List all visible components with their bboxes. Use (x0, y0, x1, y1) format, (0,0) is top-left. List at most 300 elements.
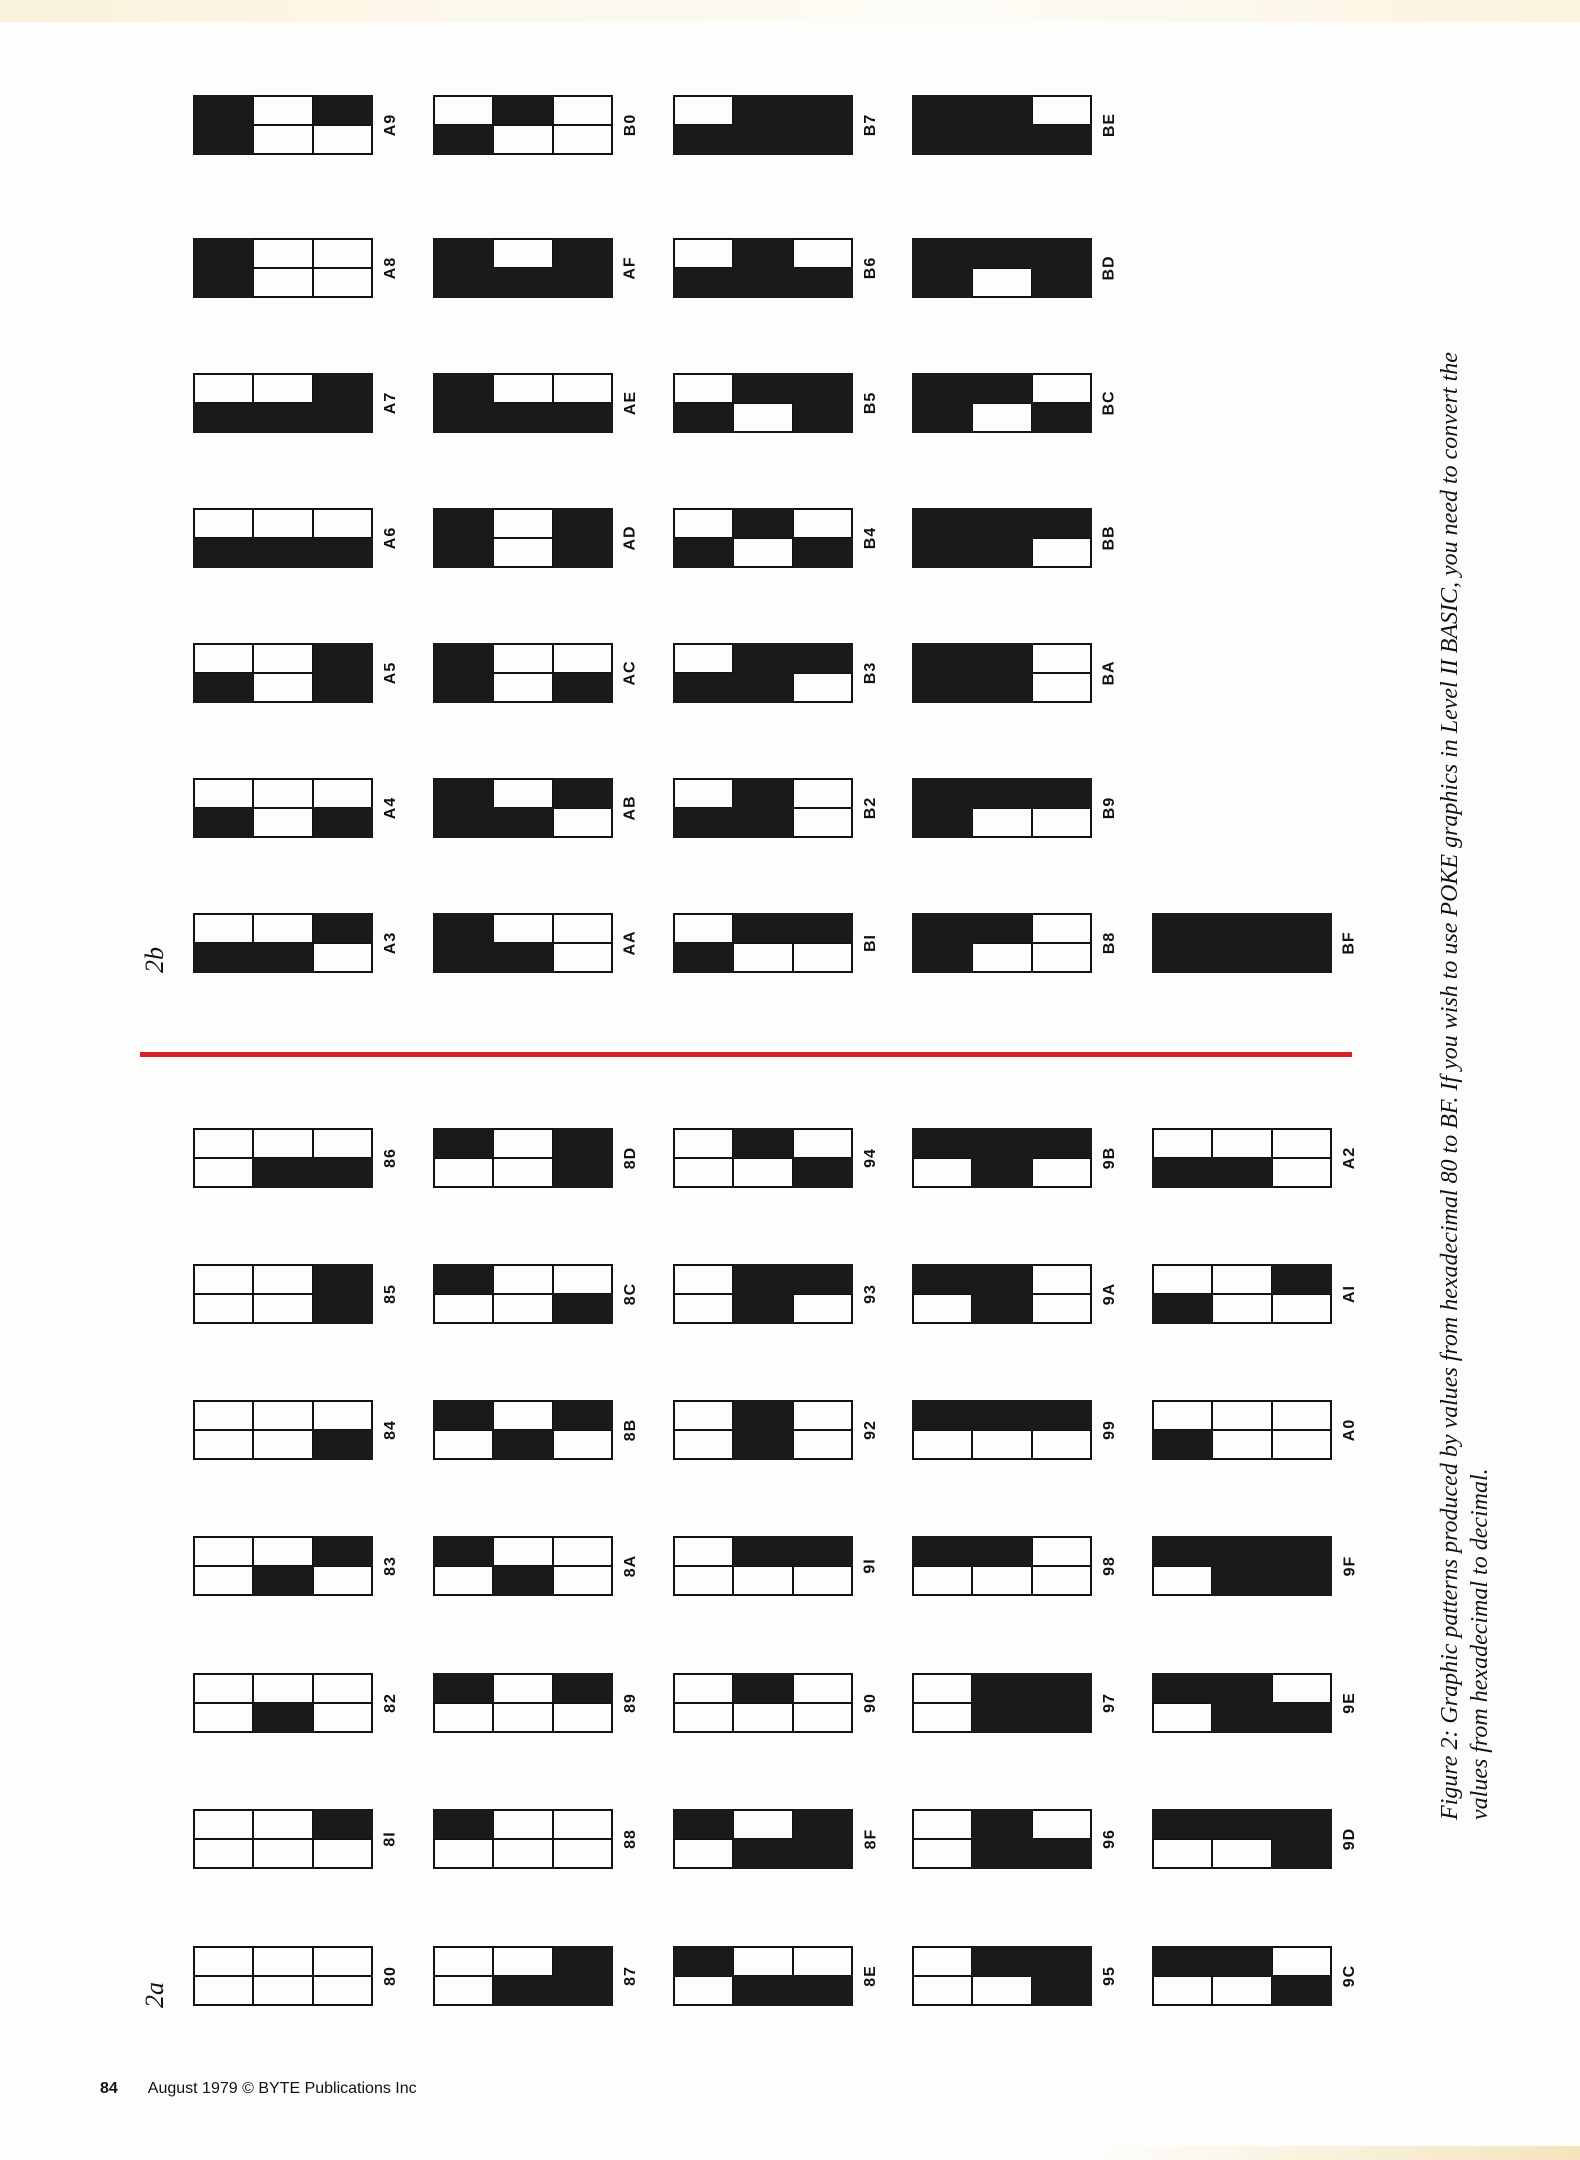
pixel-square (553, 1430, 613, 1460)
hex-code-label: A0 (1340, 1418, 1358, 1442)
pixel-square (912, 1158, 972, 1188)
pixel-square (1032, 778, 1092, 808)
graphic-cell (673, 1400, 853, 1460)
pixel-square (972, 1400, 1032, 1430)
pixel-square (793, 1839, 853, 1869)
pixel-square (253, 373, 313, 403)
pixel-square (912, 268, 972, 298)
pixel-square (912, 943, 972, 973)
pixel-square (553, 1809, 613, 1839)
pixel-square (673, 1400, 733, 1430)
pixel-square (433, 1128, 493, 1158)
pixel-square (253, 1400, 313, 1430)
pixel-square (1032, 125, 1092, 155)
pixel-square (673, 125, 733, 155)
pixel-square (673, 403, 733, 433)
pixel-square (673, 1128, 733, 1158)
pixel-square (313, 95, 373, 125)
hex-code-label: 8F (861, 1828, 879, 1850)
pixel-square (1032, 1946, 1092, 1976)
pixel-square (793, 238, 853, 268)
pixel-square (253, 1703, 313, 1733)
pixel-square (912, 238, 972, 268)
pixel-square (673, 1566, 733, 1596)
hex-code-label: B7 (861, 113, 879, 137)
pixel-square (193, 1400, 253, 1430)
graphic-cell (673, 238, 853, 298)
pixel-square (793, 1128, 853, 1158)
pixel-square (1032, 508, 1092, 538)
pixel-square (1152, 1264, 1212, 1294)
hex-code-label: 9I (862, 1558, 879, 1574)
pixel-square (493, 1946, 553, 1976)
pixel-square (1212, 1158, 1272, 1188)
pixel-square (1032, 1839, 1092, 1869)
pixel-square (1152, 1294, 1212, 1324)
pixel-square (972, 913, 1032, 943)
pixel-square (793, 95, 853, 125)
pixel-square (253, 913, 313, 943)
pixel-square (313, 403, 373, 433)
pixel-square (253, 268, 313, 298)
hex-code-label: B0 (621, 113, 639, 137)
pixel-square (793, 268, 853, 298)
hex-code-label: AI (1341, 1285, 1358, 1303)
pixel-square (493, 808, 553, 838)
pixel-square (733, 1128, 793, 1158)
pixel-square (1032, 95, 1092, 125)
hex-code-label: A9 (381, 113, 399, 137)
pixel-square (553, 1566, 613, 1596)
pixel-square (193, 1128, 253, 1158)
pixel-square (313, 1673, 373, 1703)
pixel-square (972, 238, 1032, 268)
pixel-square (1032, 913, 1092, 943)
pixel-square (673, 1294, 733, 1324)
pixel-square (1152, 1673, 1212, 1703)
pixel-square (1272, 1809, 1332, 1839)
pixel-square (1212, 1673, 1272, 1703)
pixel-square (1272, 1673, 1332, 1703)
pixel-square (972, 643, 1032, 673)
pixel-square (313, 1294, 373, 1324)
pixel-square (433, 643, 493, 673)
hex-code-label: 93 (861, 1284, 879, 1304)
hex-code-label: 8D (621, 1146, 639, 1170)
pixel-square (253, 538, 313, 568)
hex-code-label: A4 (381, 796, 399, 820)
hex-code-label: A6 (381, 526, 399, 550)
pixel-square (1152, 1400, 1212, 1430)
pixel-square (912, 913, 972, 943)
graphic-cell (193, 95, 373, 155)
pixel-square (1032, 1400, 1092, 1430)
hex-code-label: 90 (861, 1693, 879, 1713)
pixel-square (253, 1566, 313, 1596)
paper-stain-bottom (1100, 2146, 1580, 2160)
pixel-square (193, 913, 253, 943)
hex-code-label: B8 (1100, 931, 1118, 955)
pixel-square (493, 1976, 553, 2006)
pixel-square (193, 1839, 253, 1869)
pixel-square (733, 1158, 793, 1188)
pixel-square (433, 403, 493, 433)
pixel-square (313, 1946, 373, 1976)
publication-info: August 1979 © BYTE Publications Inc (147, 2080, 417, 2097)
pixel-square (553, 268, 613, 298)
pixel-square (1032, 1673, 1092, 1703)
pixel-square (972, 508, 1032, 538)
pixel-square (433, 373, 493, 403)
pixel-square (1152, 1809, 1212, 1839)
pixel-square (912, 1839, 972, 1869)
graphic-cell (673, 778, 853, 838)
pixel-square (193, 643, 253, 673)
pixel-square (673, 1809, 733, 1839)
hex-code-label: 98 (1100, 1556, 1118, 1576)
pixel-square (1152, 1158, 1212, 1188)
hex-code-label: 9C (1340, 1964, 1358, 1988)
pixel-square (193, 1158, 253, 1188)
pixel-square (253, 778, 313, 808)
hex-code-label: 8A (621, 1554, 639, 1578)
graphic-cell (1152, 1400, 1332, 1460)
graphic-cell (193, 1264, 373, 1324)
page-footer (100, 2080, 417, 2098)
pixel-square (972, 943, 1032, 973)
pixel-square (972, 1566, 1032, 1596)
pixel-square (1032, 1430, 1092, 1460)
hex-code-label: B4 (861, 526, 879, 550)
graphic-cell (673, 643, 853, 703)
pixel-square (1272, 913, 1332, 943)
pixel-square (793, 1809, 853, 1839)
pixel-square (253, 1128, 313, 1158)
pixel-square (433, 943, 493, 973)
graphic-cell (193, 643, 373, 703)
graphic-cell (673, 373, 853, 433)
pixel-square (253, 125, 313, 155)
pixel-square (493, 1839, 553, 1869)
pixel-square (972, 1976, 1032, 2006)
hex-code-label: 95 (1100, 1966, 1118, 1986)
pixel-square (1212, 1946, 1272, 1976)
pixel-square (193, 1264, 253, 1294)
figure-caption: Figure 2: Graphic patterns produced by values from hexadecimal 80 to BF. If you wish to use POKE graphics in Level II BASIC, you need to convert the values from hexadecimal to decimal. (1437, 352, 1493, 1820)
pixel-square (1032, 1158, 1092, 1188)
pixel-square (1272, 1536, 1332, 1566)
graphic-cell (673, 1809, 853, 1869)
hex-code-label: 97 (1100, 1693, 1118, 1713)
pixel-square (553, 943, 613, 973)
graphic-cell (1152, 1128, 1332, 1188)
pixel-square (253, 1673, 313, 1703)
pixel-square (313, 943, 373, 973)
pixel-square (793, 125, 853, 155)
hex-code-label: B5 (861, 391, 879, 415)
pixel-square (912, 1976, 972, 2006)
pixel-square (493, 268, 553, 298)
pixel-square (1272, 1703, 1332, 1733)
pixel-square (673, 1264, 733, 1294)
pixel-square (1212, 1566, 1272, 1596)
pixel-square (1272, 1566, 1332, 1596)
pixel-square (493, 1128, 553, 1158)
pixel-square (733, 1536, 793, 1566)
pixel-square (493, 508, 553, 538)
pixel-square (793, 1976, 853, 2006)
hex-code-label: 9D (1340, 1827, 1358, 1851)
pixel-square (1032, 643, 1092, 673)
pixel-square (673, 673, 733, 703)
graphic-cell (1152, 1809, 1332, 1869)
pixel-square (1032, 1128, 1092, 1158)
pixel-square (193, 238, 253, 268)
graphic-cell (1152, 913, 1332, 973)
pixel-square (313, 1158, 373, 1188)
graphic-cell (912, 643, 1092, 703)
pixel-square (972, 808, 1032, 838)
pixel-square (733, 673, 793, 703)
pixel-square (1272, 1128, 1332, 1158)
graphic-cell (912, 1264, 1092, 1324)
pixel-square (972, 1536, 1032, 1566)
pixel-square (433, 1839, 493, 1869)
graphic-cell (193, 1946, 373, 2006)
pixel-square (553, 125, 613, 155)
graphic-cell (433, 913, 613, 973)
hex-code-label: AD (621, 525, 639, 551)
pixel-square (972, 1703, 1032, 1733)
pixel-square (253, 943, 313, 973)
hex-code-label: A5 (381, 661, 399, 685)
pixel-square (1212, 1264, 1272, 1294)
pixel-square (253, 1946, 313, 1976)
graphic-cell (912, 95, 1092, 155)
pixel-square (1032, 1809, 1092, 1839)
pixel-square (972, 1430, 1032, 1460)
pixel-square (733, 643, 793, 673)
graphic-cell (912, 1809, 1092, 1869)
pixel-square (972, 538, 1032, 568)
pixel-square (553, 1703, 613, 1733)
pixel-square (972, 778, 1032, 808)
hex-code-label: 80 (381, 1966, 399, 1986)
hex-code-label: 86 (381, 1148, 399, 1168)
pixel-square (433, 1264, 493, 1294)
pixel-square (253, 808, 313, 838)
pixel-square (313, 1430, 373, 1460)
pixel-square (193, 1809, 253, 1839)
graphic-cell (433, 643, 613, 703)
hex-code-label: 9B (1100, 1146, 1118, 1170)
pixel-square (912, 673, 972, 703)
pixel-square (193, 1673, 253, 1703)
graphic-cell (193, 1400, 373, 1460)
hex-code-label: BA (1100, 660, 1118, 686)
graphic-cell (433, 238, 613, 298)
graphic-cell (433, 1946, 613, 2006)
pixel-square (253, 1158, 313, 1188)
pixel-square (912, 508, 972, 538)
pixel-square (313, 808, 373, 838)
hex-code-label: 8I (382, 1831, 399, 1847)
pixel-square (553, 508, 613, 538)
pixel-square (733, 1294, 793, 1324)
pixel-square (912, 1400, 972, 1430)
graphic-cell (912, 778, 1092, 838)
pixel-square (493, 1264, 553, 1294)
pixel-square (553, 1976, 613, 2006)
pixel-square (313, 125, 373, 155)
pixel-square (253, 1264, 313, 1294)
pixel-square (433, 1294, 493, 1324)
pixel-square (673, 238, 733, 268)
page-number: 84 (100, 2080, 118, 2097)
pixel-square (493, 943, 553, 973)
pixel-square (793, 1566, 853, 1596)
hex-code-label: A8 (381, 256, 399, 280)
graphic-cell (433, 508, 613, 568)
pixel-square (313, 373, 373, 403)
pixel-square (733, 1976, 793, 2006)
pixel-square (793, 1536, 853, 1566)
graphic-cell (1152, 1673, 1332, 1733)
graphic-cell (673, 1946, 853, 2006)
pixel-square (673, 373, 733, 403)
pixel-square (313, 1400, 373, 1430)
pixel-square (1212, 1976, 1272, 2006)
pixel-square (793, 913, 853, 943)
pixel-square (193, 1294, 253, 1324)
pixel-square (493, 1430, 553, 1460)
graphic-cell (193, 1673, 373, 1733)
graphic-cell (912, 1400, 1092, 1460)
pixel-square (733, 1673, 793, 1703)
pixel-square (493, 643, 553, 673)
graphic-cell (433, 778, 613, 838)
pixel-square (193, 1703, 253, 1733)
pixel-square (733, 125, 793, 155)
pixel-square (1212, 1536, 1272, 1566)
pixel-square (912, 1536, 972, 1566)
hex-code-label: AC (621, 660, 639, 686)
pixel-square (553, 1673, 613, 1703)
hex-code-label: 83 (381, 1556, 399, 1576)
pixel-square (793, 1946, 853, 1976)
hex-code-label: BC (1100, 390, 1118, 416)
pixel-square (1212, 1294, 1272, 1324)
pixel-square (1152, 943, 1212, 973)
pixel-square (912, 643, 972, 673)
hex-code-label: BE (1100, 112, 1118, 138)
pixel-square (733, 1946, 793, 1976)
pixel-square (1152, 1430, 1212, 1460)
pixel-square (912, 1128, 972, 1158)
pixel-square (1152, 1128, 1212, 1158)
pixel-square (493, 1673, 553, 1703)
hex-code-label: 8B (621, 1418, 639, 1442)
pixel-square (1212, 1400, 1272, 1430)
pixel-square (553, 95, 613, 125)
hex-code-label: BB (1100, 525, 1118, 551)
pixel-square (912, 808, 972, 838)
pixel-square (193, 1946, 253, 1976)
pixel-square (733, 95, 793, 125)
graphic-cell (673, 1128, 853, 1188)
pixel-square (433, 1158, 493, 1188)
pixel-square (972, 268, 1032, 298)
hex-code-label: AE (621, 390, 639, 416)
pixel-square (673, 943, 733, 973)
graphic-cell (433, 1264, 613, 1324)
pixel-square (433, 538, 493, 568)
graphic-cell (193, 913, 373, 973)
pixel-square (972, 403, 1032, 433)
pixel-square (673, 1673, 733, 1703)
pixel-square (193, 508, 253, 538)
pixel-square (553, 1264, 613, 1294)
pixel-square (733, 268, 793, 298)
hex-code-label: 96 (1100, 1829, 1118, 1849)
hex-code-label: 88 (621, 1829, 639, 1849)
hex-code-label: 8C (621, 1282, 639, 1306)
pixel-square (673, 1430, 733, 1460)
hex-code-label: 82 (381, 1693, 399, 1713)
hex-code-label: 8E (861, 1965, 879, 1987)
pixel-square (253, 673, 313, 703)
pixel-square (253, 1976, 313, 2006)
pixel-square (793, 1158, 853, 1188)
pixel-square (1032, 1536, 1092, 1566)
pixel-square (912, 1294, 972, 1324)
pixel-square (313, 1536, 373, 1566)
pixel-square (253, 1536, 313, 1566)
pixel-square (912, 1566, 972, 1596)
pixel-square (793, 508, 853, 538)
pixel-square (493, 778, 553, 808)
pixel-square (193, 808, 253, 838)
hex-code-label: A7 (381, 391, 399, 415)
pixel-square (433, 1946, 493, 1976)
pixel-square (313, 508, 373, 538)
graphic-cell (193, 1128, 373, 1188)
graphic-cell (433, 1400, 613, 1460)
pixel-square (972, 1673, 1032, 1703)
pixel-square (673, 1976, 733, 2006)
graphic-cell (912, 238, 1092, 298)
pixel-square (673, 1158, 733, 1188)
pixel-square (493, 913, 553, 943)
pixel-square (433, 1673, 493, 1703)
pixel-square (1212, 943, 1272, 973)
pixel-square (433, 238, 493, 268)
pixel-square (1032, 1264, 1092, 1294)
pixel-square (193, 778, 253, 808)
pixel-square (793, 1400, 853, 1430)
pixel-square (793, 1264, 853, 1294)
pixel-square (433, 508, 493, 538)
hex-code-label: B2 (861, 796, 879, 820)
hex-code-label: 9F (1340, 1555, 1358, 1577)
graphic-cell (912, 913, 1092, 973)
pixel-square (793, 403, 853, 433)
pixel-square (972, 1294, 1032, 1324)
hex-code-label: A3 (381, 931, 399, 955)
graphic-cell (673, 508, 853, 568)
pixel-square (253, 238, 313, 268)
pixel-square (553, 1536, 613, 1566)
